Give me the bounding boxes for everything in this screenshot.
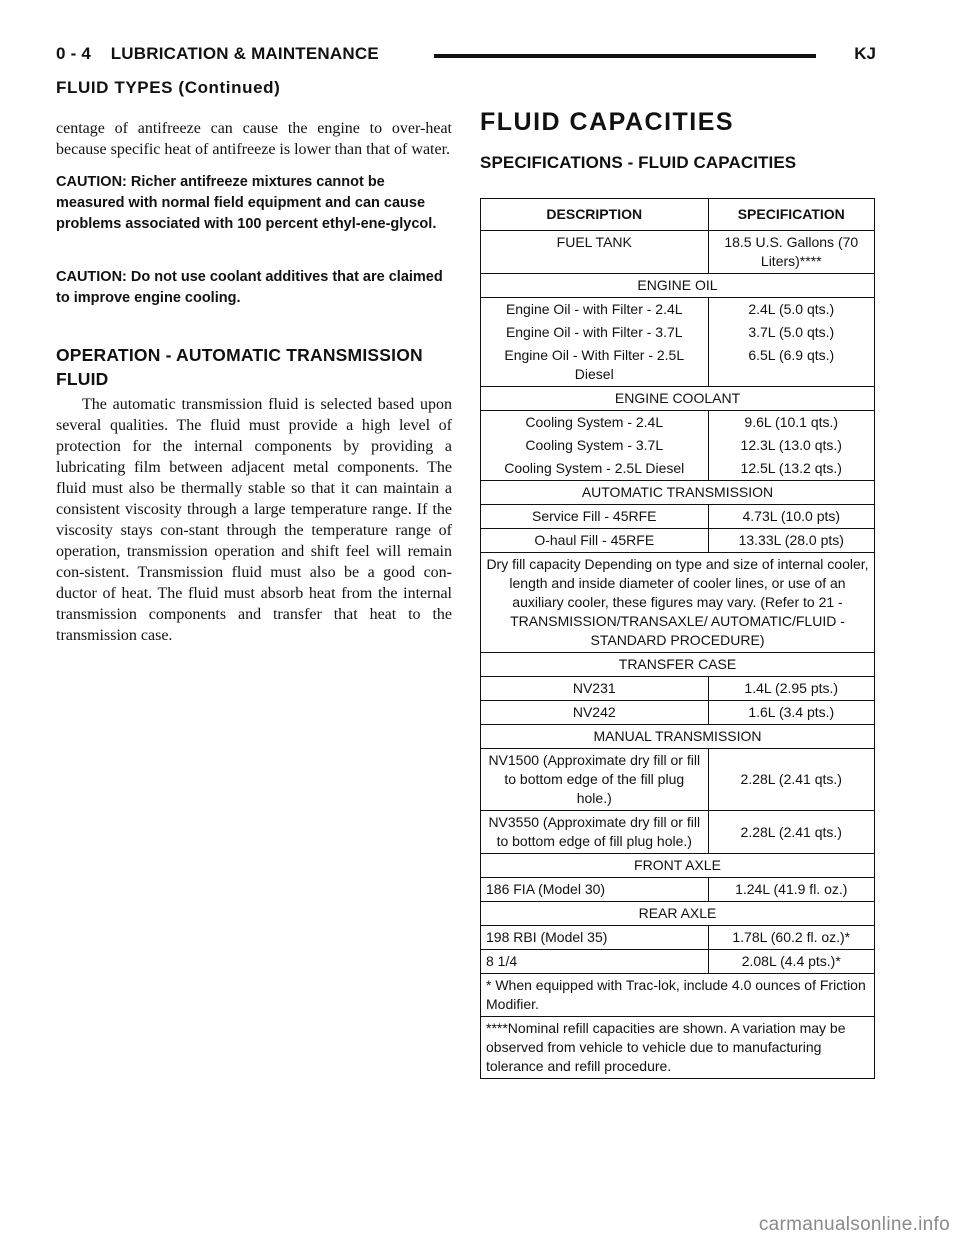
right-column <box>480 108 876 173</box>
section-rear-axle: REAR AXLE <box>481 902 875 926</box>
table-header-row <box>481 199 875 231</box>
page-header <box>56 44 876 70</box>
row-description: Cooling System - 2.5L Diesel <box>481 457 709 481</box>
row-description: FUEL TANK <box>481 231 709 274</box>
fluid-capacities-table <box>480 198 875 1079</box>
table-row <box>481 749 875 811</box>
row-description: NV242 <box>481 701 709 725</box>
col-specification: SPECIFICATION <box>708 199 874 231</box>
table-row <box>481 677 875 701</box>
row-description: NV3550 (Approximate dry fill or fill to bottom edge of fill plug hole.) <box>481 811 709 854</box>
row-description: 8 1/4 <box>481 950 709 974</box>
row-specification: 2.08L (4.4 pts.)* <box>708 950 874 974</box>
table-row <box>481 298 875 322</box>
row-description: Engine Oil - with Filter - 2.4L <box>481 298 709 322</box>
row-specification: 18.5 U.S. Gallons (70 Liters)**** <box>708 231 874 274</box>
table-row <box>481 457 875 481</box>
table-section-row <box>481 653 875 677</box>
row-description: 198 RBI (Model 35) <box>481 926 709 950</box>
row-description: Engine Oil - with Filter - 3.7L <box>481 321 709 344</box>
fluid-capacities-title: FLUID CAPACITIES <box>480 108 735 136</box>
watermark-text: carmanualsonline.info <box>758 1214 950 1235</box>
row-specification: 12.5L (13.2 qts.) <box>708 457 874 481</box>
operation-paragraph: The automatic transmission fluid is selected based upon several qualities. The fluid must provide a high level of protection for the internal components by providing a lubricating film between adjacent metal components. The fluid must also be thermally stable so that it can maintain a consistent viscosity through a large temperature range. If the viscosity stays con-stant through the temperature range of operation, transmission operation and shift feel will remain con-sistent. Transmission fluid must also be a good con-ductor of heat. The fluid must absorb heat from the internal transmission components and transfer that heat to the transmission case. <box>56 396 452 644</box>
row-specification: 1.6L (3.4 pts.) <box>708 701 874 725</box>
specifications-heading: SPECIFICATIONS - FLUID CAPACITIES <box>480 153 797 172</box>
row-specification: 1.24L (41.9 fl. oz.) <box>708 878 874 902</box>
row-specification: 2.28L (2.41 qts.) <box>708 811 874 854</box>
section-engine-coolant: ENGINE COOLANT <box>481 387 875 411</box>
row-description: Cooling System - 2.4L <box>481 411 709 435</box>
dry-fill-note: Dry fill capacity Depending on type and size of internal cooler, length and inside diameter of cooler lines, or use of an auxiliary cooler, these figures may vary. (Refer to 21 - TRANSMISSION/TRANSAXLE/ AUTOMATIC/FLUID - STANDARD PROCEDURE) <box>481 553 875 653</box>
table-section-row <box>481 725 875 749</box>
row-description: 186 FIA (Model 30) <box>481 878 709 902</box>
row-specification: 2.4L (5.0 qts.) <box>708 298 874 322</box>
row-specification: 3.7L (5.0 qts.) <box>708 321 874 344</box>
col-description: DESCRIPTION <box>481 199 709 231</box>
table-row <box>481 701 875 725</box>
row-specification: 2.28L (2.41 qts.) <box>708 749 874 811</box>
header-model-code: KJ <box>854 44 876 63</box>
row-specification: 1.4L (2.95 pts.) <box>708 677 874 701</box>
row-specification: 12.3L (13.0 qts.) <box>708 434 874 457</box>
row-specification: 1.78L (60.2 fl. oz.)* <box>708 926 874 950</box>
section-engine-oil: ENGINE OIL <box>481 274 875 298</box>
row-description: NV1500 (Approximate dry fill or fill to bottom edge of the fill plug hole.) <box>481 749 709 811</box>
table-section-row <box>481 274 875 298</box>
caution-antifreeze: CAUTION: Richer antifreeze mixtures cannot be measured with normal field equipment and can cause problems associated with 100 percent ethyl-ene-glycol. <box>56 174 437 232</box>
table-row <box>481 811 875 854</box>
table-row <box>481 434 875 457</box>
operation-heading: OPERATION - AUTOMATIC TRANSMISSION FLUID <box>56 345 423 389</box>
table-note-row <box>481 1017 875 1079</box>
row-description: NV231 <box>481 677 709 701</box>
table-section-row <box>481 854 875 878</box>
row-specification: 9.6L (10.1 qts.) <box>708 411 874 435</box>
table-row <box>481 926 875 950</box>
table-section-row <box>481 481 875 505</box>
table-section-row <box>481 902 875 926</box>
header-section-title: 0 - 4 LUBRICATION & MAINTENANCE <box>56 44 379 63</box>
row-description: Cooling System - 3.7L <box>481 434 709 457</box>
table-row <box>481 411 875 435</box>
table-row <box>481 529 875 553</box>
row-description: Service Fill - 45RFE <box>481 505 709 529</box>
trac-lok-note: * When equipped with Trac-lok, include 4.0 ounces of Friction Modifier. <box>481 974 875 1017</box>
row-description: Engine Oil - With Filter - 2.5L Diesel <box>481 344 709 387</box>
table-row <box>481 878 875 902</box>
section-front-axle: FRONT AXLE <box>481 854 875 878</box>
table-section-row <box>481 387 875 411</box>
header-rule <box>434 54 816 58</box>
antifreeze-paragraph: centage of antifreeze can cause the engine to over-heat because specific heat of antifreeze is lower than that of water. <box>56 120 452 158</box>
table-row <box>481 950 875 974</box>
table-row <box>481 321 875 344</box>
caution-additives: CAUTION: Do not use coolant additives that are claimed to improve engine cooling. <box>56 269 443 306</box>
section-manual-transmission: MANUAL TRANSMISSION <box>481 725 875 749</box>
row-specification: 6.5L (6.9 qts.) <box>708 344 874 387</box>
row-specification: 13.33L (28.0 pts) <box>708 529 874 553</box>
table-note-row <box>481 553 875 653</box>
table-row <box>481 231 875 274</box>
table-row <box>481 505 875 529</box>
continued-heading: FLUID TYPES (Continued) <box>56 78 281 97</box>
row-specification: 4.73L (10.0 pts) <box>708 505 874 529</box>
section-transfer-case: TRANSFER CASE <box>481 653 875 677</box>
left-column <box>56 118 452 646</box>
row-description: O-haul Fill - 45RFE <box>481 529 709 553</box>
section-automatic-transmission: AUTOMATIC TRANSMISSION <box>481 481 875 505</box>
nominal-refill-note: ****Nominal refill capacities are shown. A variation may be observed from vehicle to vehicle due to manufacturing tolerance and refill procedure. <box>481 1017 875 1079</box>
table-row <box>481 344 875 387</box>
table-note-row <box>481 974 875 1017</box>
